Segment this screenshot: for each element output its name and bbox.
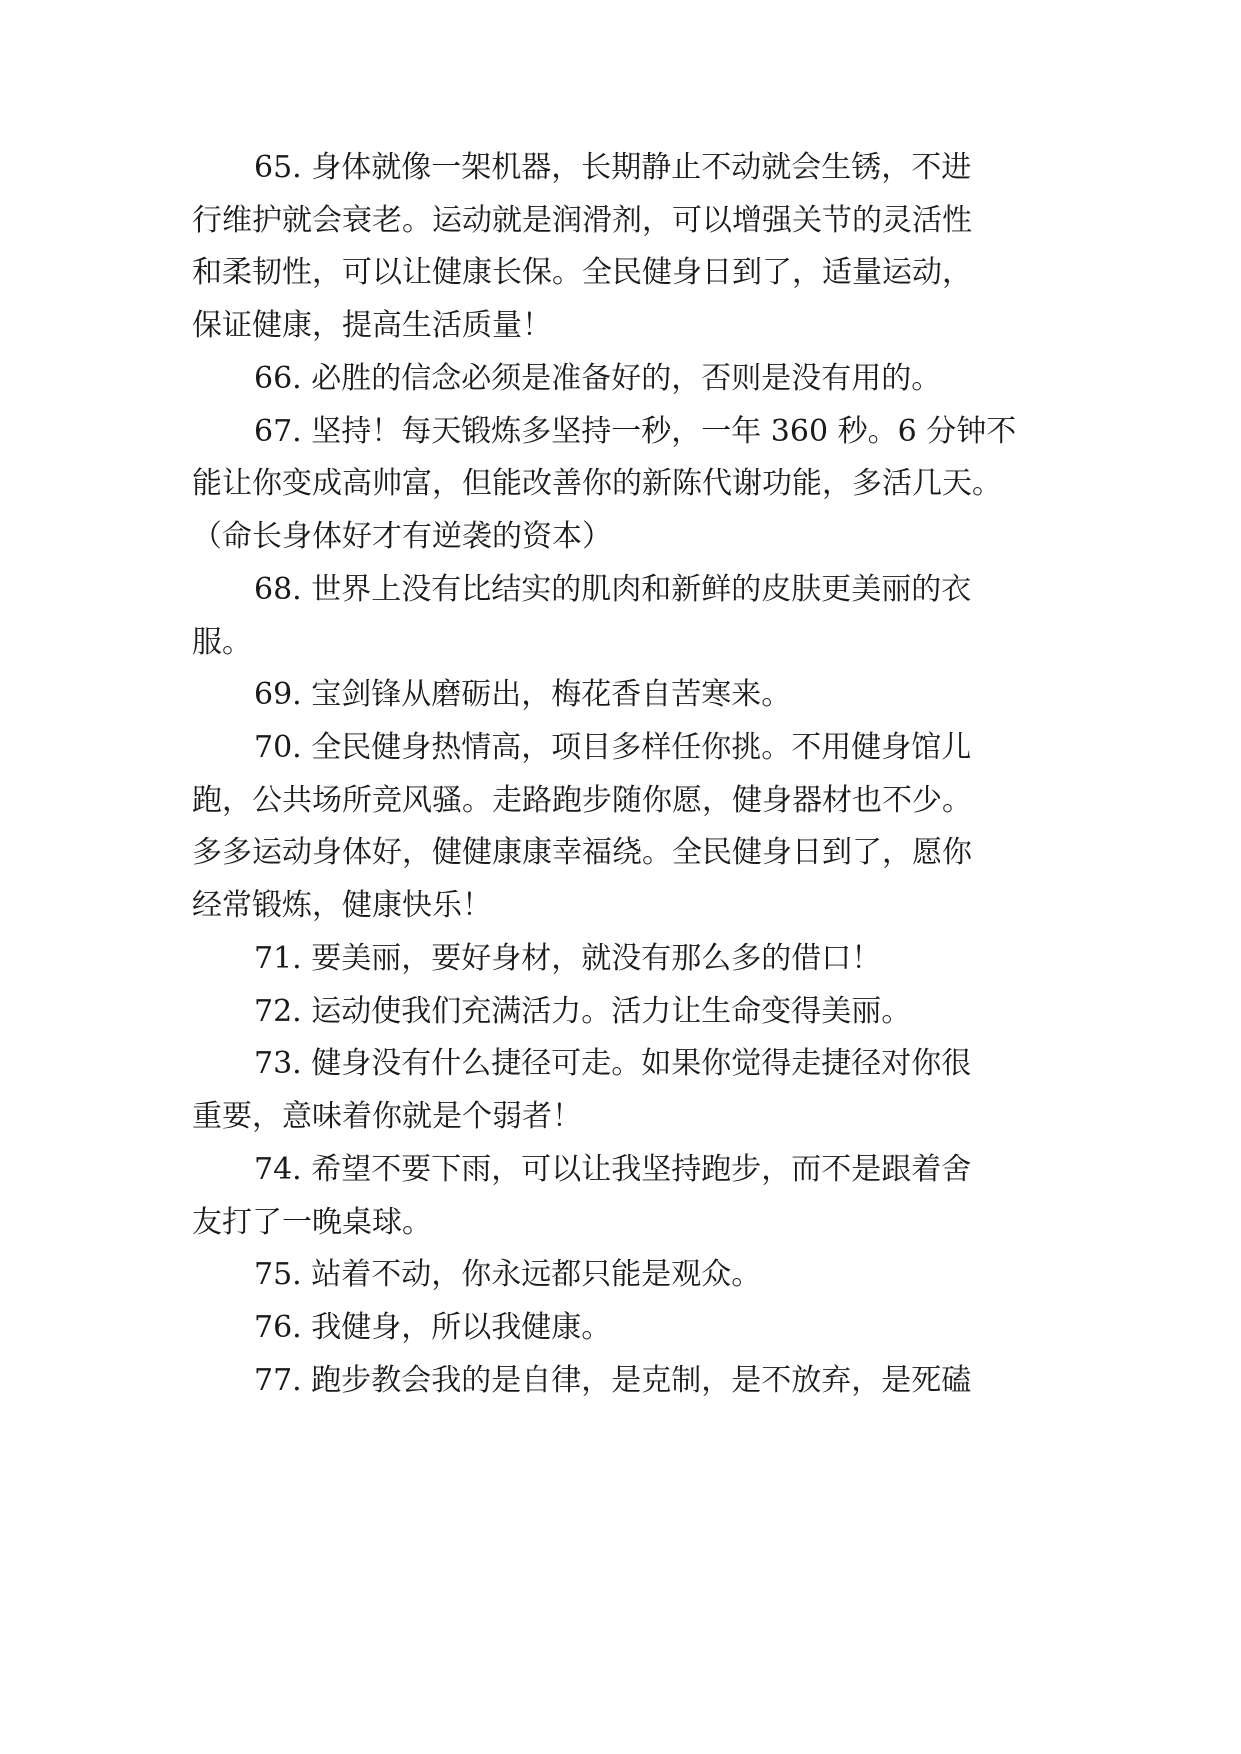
paragraph-75-line-1: 75. 站着不动，你永远都只能是观众。 [254, 1257, 762, 1292]
paragraph-69-line-1: 69. 宝剑锋从磨砺出，梅花香自苦寒来。 [254, 677, 792, 712]
paragraph-67-line-3: （命长身体好才有逆袭的资本） [192, 519, 612, 554]
paragraph-67-line-1: 67. 坚持！每天锻炼多坚持一秒，一年 360 秒。6 分钟不 [254, 414, 1017, 449]
paragraph-71-line-1: 71. 要美丽，要好身材，就没有那么多的借口！ [254, 941, 882, 976]
paragraph-73-line-2: 重要，意味着你就是个弱者！ [192, 1099, 582, 1134]
paragraph-74-line-2: 友打了一晚桌球。 [192, 1205, 432, 1240]
paragraph-67-line-2: 能让你变成高帅富，但能改善你的新陈代谢功能，多活几天。 [192, 466, 1002, 501]
paragraph-68-line-2: 服。 [192, 625, 252, 660]
paragraph-73-line-1: 73. 健身没有什么捷径可走。如果你觉得走捷径对你很 [254, 1046, 972, 1081]
paragraph-70-line-4: 经常锻炼，健康快乐！ [192, 888, 492, 923]
paragraph-72-line-1: 72. 运动使我们充满活力。活力让生命变得美丽。 [254, 994, 912, 1029]
paragraph-77-line-1: 77. 跑步教会我的是自律，是克制，是不放弃，是死磕 [254, 1363, 972, 1398]
paragraph-74-line-1: 74. 希望不要下雨，可以让我坚持跑步，而不是跟着舍 [254, 1152, 972, 1187]
paragraph-65-line-2: 行维护就会衰老。运动就是润滑剂，可以增强关节的灵活性 [192, 203, 972, 238]
paragraph-70-line-1: 70. 全民健身热情高，项目多样任你挑。不用健身馆儿 [254, 730, 972, 765]
paragraph-65-line-4: 保证健康，提高生活质量！ [192, 308, 552, 343]
paragraph-66-line-1: 66. 必胜的信念必须是准备好的，否则是没有用的。 [254, 361, 942, 396]
paragraph-65-line-1: 65. 身体就像一架机器，长期静止不动就会生锈，不进 [254, 150, 972, 185]
paragraph-70-line-3: 多多运动身体好，健健康康幸福绕。全民健身日到了，愿你 [192, 835, 972, 870]
paragraph-65-line-3: 和柔韧性，可以让健康长保。全民健身日到了，适量运动， [192, 255, 972, 290]
paragraph-76-line-1: 76. 我健身，所以我健康。 [254, 1310, 612, 1345]
paragraph-70-line-2: 跑，公共场所竞风骚。走路跑步随你愿，健身器材也不少。 [192, 783, 972, 818]
paragraph-68-line-1: 68. 世界上没有比结实的肌肉和新鲜的皮肤更美丽的衣 [254, 572, 972, 607]
